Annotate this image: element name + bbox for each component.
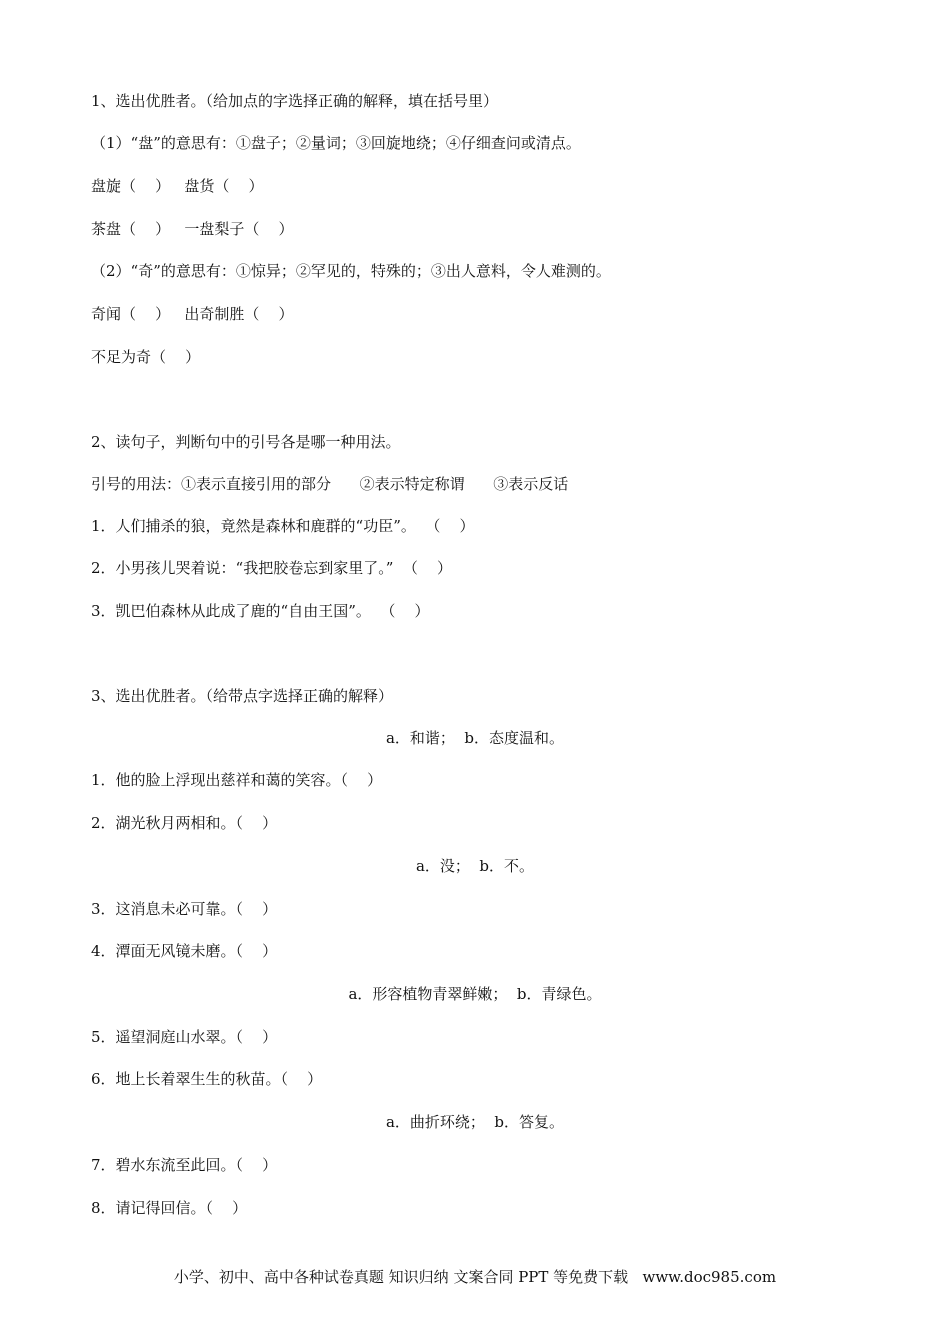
section1-title: 1、选出优胜者。（给加点的字选择正确的解释，填在括号里）	[91, 92, 499, 110]
section2-item-2: 2．小男孩儿哭着说：“我把胶卷忘到家里了。” （ ）	[91, 559, 452, 577]
section3-item-6: 6．地上长着翠生生的秋苗。（ ）	[91, 1070, 323, 1088]
quote-usage: 引号的用法：①表示直接引用的部分 ②表示特定称谓 ③表示反话	[91, 475, 569, 493]
section3-item-7: 7．碧水东流至此回。（ ）	[91, 1156, 278, 1174]
section3-item-4: 4．潭面无风镜未磨。（ ）	[91, 942, 278, 960]
section3-item-8: 8．请记得回信。（ ）	[91, 1199, 248, 1217]
section2-item-3: 3．凯巴伯森林从此成了鹿的“自由王国”。 （ ）	[91, 602, 430, 620]
group1-options: a．和谐； b．态度温和。	[385, 729, 565, 747]
page-footer: 小学、初中、高中各种试卷真题 知识归纳 文案合同 PPT 等免费下载 www.doc985.com	[173, 1268, 777, 1286]
section3-title: 3、选出优胜者。（给带点字选择正确的解释）	[91, 687, 394, 705]
section3-item-5: 5．遥望洞庭山水翠。（ ）	[91, 1028, 278, 1046]
qi-meanings: （2）“奇”的意思有：①惊异；②罕见的，特殊的；③出人意料，令人难测的。	[91, 262, 611, 280]
section3-item-1: 1．他的脸上浮现出慈祥和蔼的笑容。（ ）	[91, 771, 383, 789]
section2-item-1: 1．人们捕杀的狼，竟然是森林和鹿群的“功臣”。 （ ）	[91, 517, 475, 535]
section2-title: 2、读句子，判断句中的引号各是哪一种用法。	[91, 433, 401, 451]
qi-row-2: 不足为奇（ ）	[91, 348, 201, 366]
group3-options: a．形容植物青翠鲜嫩； b．青绿色。	[348, 985, 602, 1003]
pan-row-1: 盘旋（ ） 盘货（ ）	[91, 177, 264, 195]
group4-options: a．曲折环绕； b．答复。	[385, 1113, 565, 1131]
qi-row-1: 奇闻（ ） 出奇制胜（ ）	[91, 305, 294, 323]
pan-row-2: 茶盘（ ） 一盘梨子（ ）	[91, 220, 294, 238]
group2-options: a．没； b．不。	[415, 857, 535, 875]
section3-item-3: 3．这消息未必可靠。（ ）	[91, 900, 278, 918]
pan-meanings: （1）“盘”的意思有：①盘子；②量词；③回旋地绕；④仔细查问或清点。	[91, 134, 581, 152]
section3-item-2: 2．湖光秋月两相和。（ ）	[91, 814, 278, 832]
